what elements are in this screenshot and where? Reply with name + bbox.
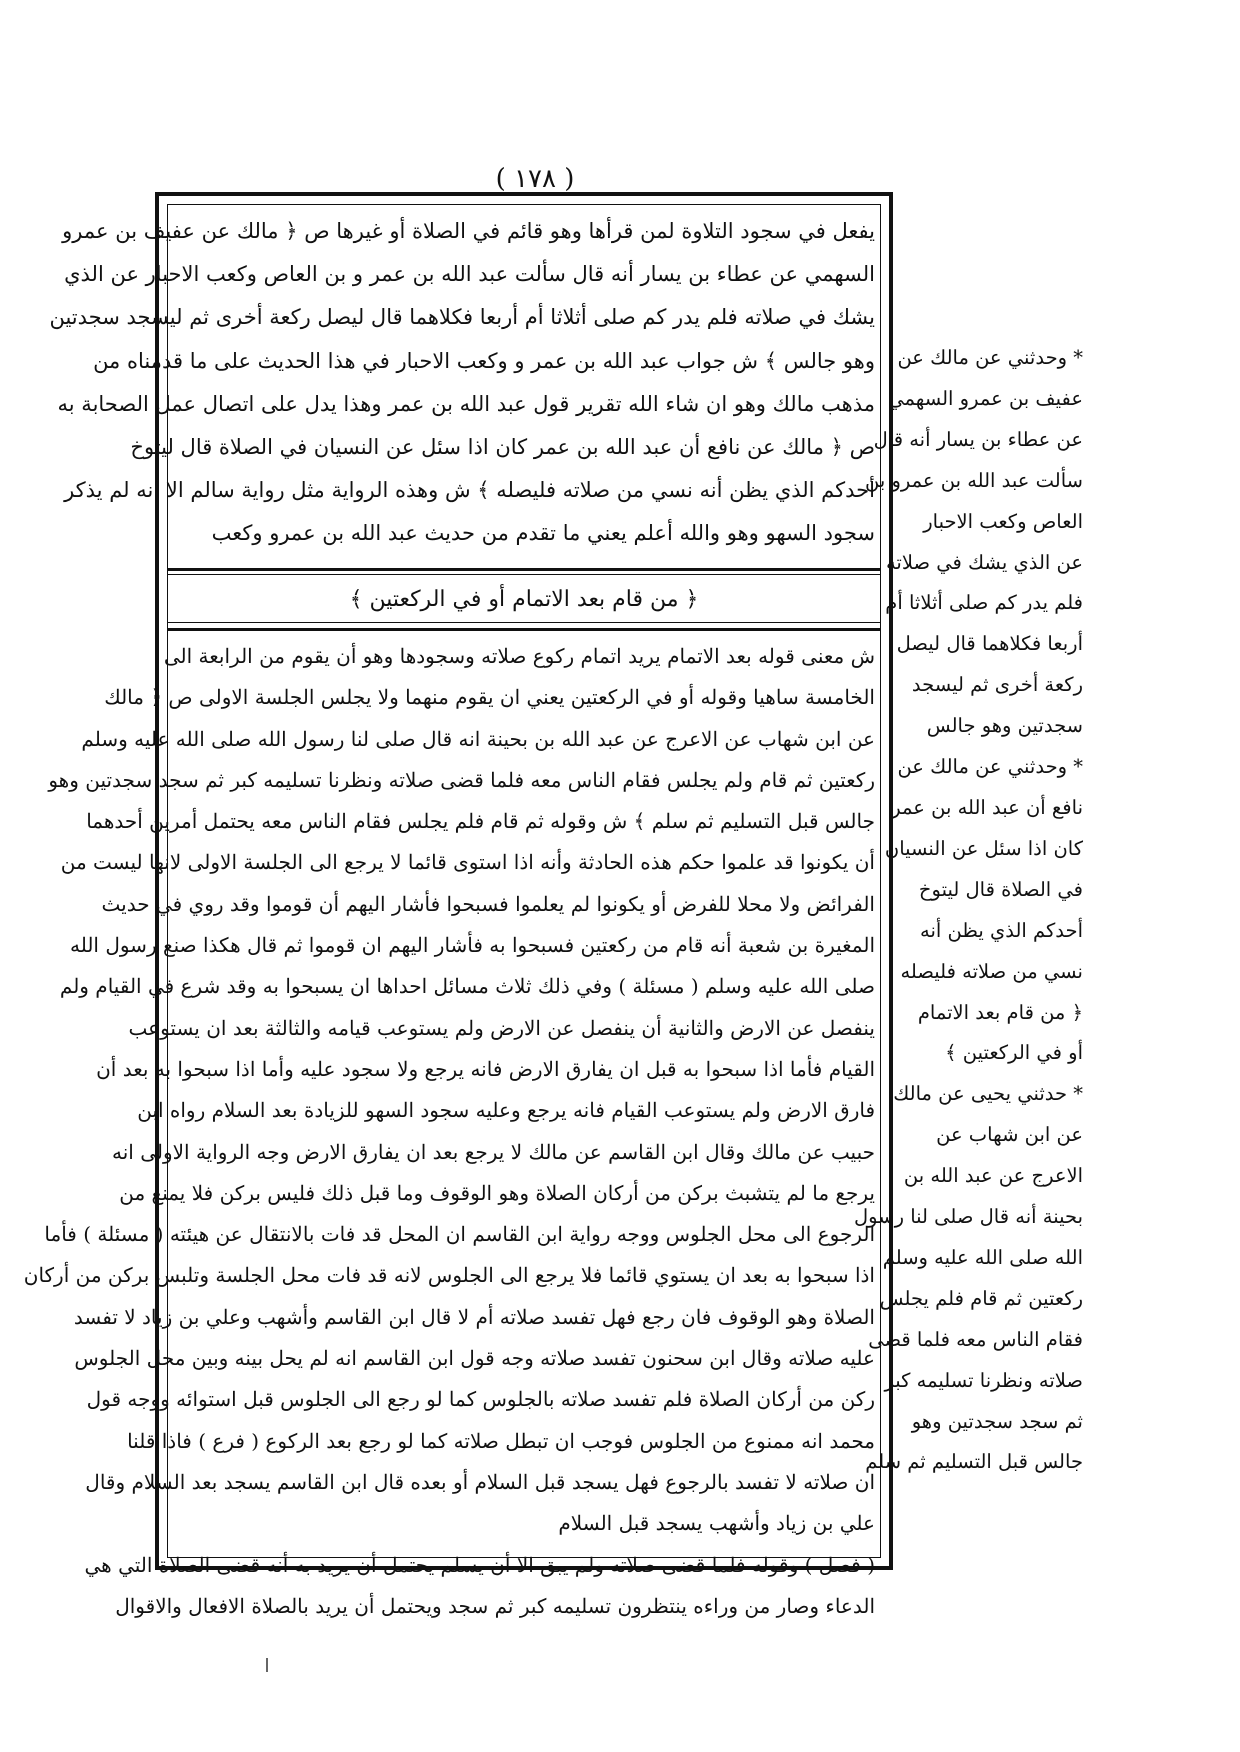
text-line: فارق الارض ولم يستوعب القيام فانه يرجع وعليه سجود السهو للزيادة بعد السلام رواه ابن: [137, 1098, 875, 1123]
text-line: المغيرة بن شعبة أنه قام من ركعتين فسبحوا به فأشار اليهم ان قوموا ثم قال هكذا صنع رسول الله: [69, 933, 875, 958]
margin-line: عن عطاء بن يسار أنه قال: [873, 427, 1083, 451]
text-line: يشك في صلاته فلم يدر كم صلى أثلاثا أم أربعا فكلاهما قال ليصل ركعة أخرى ثم ليسجد سجدتين: [49, 305, 875, 330]
text-line: محمد انه ممنوع من الجلوس فوجب ان تبطل صلاته كما لو رجع بعد الركوع ( فرع ) فاذا قلنا: [127, 1428, 875, 1453]
top-commentary-block: [49, 210, 875, 558]
divider-rule: [167, 574, 881, 575]
chapter-title: ﴿ من قام بعد الاتمام أو في الركعتين ﴾: [349, 587, 699, 612]
margin-line: العاص وكعب الاحبار: [923, 509, 1083, 533]
margin-line: جالس قبل التسليم ثم سلم: [865, 1450, 1083, 1474]
divider-rule: [167, 622, 881, 623]
divider-rule: [167, 628, 881, 631]
margin-line: أحدكم الذي يظن أنه: [920, 918, 1083, 942]
margin-line: صلاته ونظرنا تسليمه كبر: [884, 1368, 1083, 1392]
text-line: الفرائض ولا محلا للفرض أو يكونوا لم يعلموا فسبحوا فأشار اليهم أن قوموا وقد روي في حديث: [101, 891, 875, 916]
text-line: ينفصل عن الارض والثانية أن ينفصل عن الارض ولم يستوعب قيامه والثالثة بعد ان يستوعب: [128, 1015, 875, 1040]
main-text-frame: [23, 192, 893, 1618]
margin-line: فقام الناس معه فلما قضى: [868, 1327, 1083, 1351]
text-line: مذهب مالك وهو ان شاء الله تقرير قول عبد الله بن عمر وهذا يدل على اتصال عمل الصحابة به: [57, 391, 875, 416]
margin-line: عفيف بن عمرو السهمي: [888, 386, 1083, 410]
text-line: صلى الله عليه وسلم ( مسئلة ) وفي ذلك ثلاث مسائل احداها ان يسبحوا به وقد شرع في القيام ولم: [59, 974, 875, 999]
text-line: ركن من أركان الصلاة فلم تفسد صلاته بالجلوس كما لو رجع الى الجلوس قبل استوائه ووجه قول: [86, 1387, 875, 1412]
margin-line: فلم يدر كم صلى أثلاثا أم: [885, 591, 1083, 615]
margin-line: سألت عبد الله بن عمرو بن: [864, 468, 1083, 492]
margin-line: سجدتين وهو جالس: [926, 714, 1083, 738]
page-number: ( ١٧٨ ): [495, 164, 575, 194]
text-line: عن ابن شهاب عن الاعرج عن عبد الله بن بحينة انه قال صلى لنا رسول الله صلى الله عليه وسلم: [81, 726, 875, 751]
text-line: أحدكم الذي يظن أنه نسي من صلاته فليصله ﴾ ش وهذه الرواية مثل رواية سالم الا انه لم يذكر: [64, 478, 875, 503]
text-line: ش معنى قوله بعد الاتمام يريد اتمام ركوع صلاته وسجودها وهو أن يقوم من الرابعة الى: [163, 644, 875, 668]
margin-line: أربعا فكلاهما قال ليصل: [896, 632, 1083, 656]
text-line: السهمي عن عطاء بن يسار أنه قال سألت عبد الله بن عمر و بن العاص وكعب الاحبار عن الذي: [64, 262, 875, 287]
text-line: ركعتين ثم قام ولم يجلس فقام الناس معه فلما قضى صلاته ونظرنا تسليمه كبر ثم سجد سجدتين وهو: [48, 767, 875, 792]
text-line: الخامسة ساهيا وقوله أو في الركعتين يعني ان يقوم منهما ولا يجلس الجلسة الاولى ص ﴿ مالك: [104, 685, 875, 710]
margin-line: ركعة أخرى ثم ليسجد: [911, 673, 1083, 697]
text-line: عليه صلاته وقال ابن سحنون تفسد صلاته وجه قول ابن القاسم انه لم يحل بينه وبين محل الجلوس: [74, 1346, 875, 1371]
margin-line: بحينة أنه قال صلى لنا رسول: [854, 1205, 1083, 1229]
margin-hadith-column: [854, 338, 1083, 1483]
margin-line: الاعرج عن عبد الله بن: [903, 1164, 1083, 1188]
margin-line: ركعتين ثم قام فلم يجلس: [879, 1286, 1083, 1310]
margin-line: * حدثني يحيى عن مالك: [893, 1082, 1083, 1106]
text-line: يفعل في سجود التلاوة لمن قرأها وهو قائم في الصلاة أو غيرها ص ﴿ مالك عن عفيف بن عمرو: [62, 219, 875, 243]
margin-line: عن ابن شهاب عن: [936, 1123, 1083, 1147]
text-line: ان صلاته لا تفسد بالرجوع فهل يسجد قبل السلام أو بعده قال ابن القاسم يسجد بعد السلام وقال: [85, 1469, 875, 1494]
text-line: أن يكونوا قد علموا حكم هذه الحادثة وأنه اذا استوى قائما لا يرجع الى الجلسة الاولى لانها ليست من: [60, 850, 875, 875]
margin-line: في الصلاة قال ليتوخ: [918, 877, 1083, 901]
text-line: اذا سبحوا به بعد ان يستوي قائما فلا يرجع الى الجلوس لانه قد فات محل الجلسة وتلبس بركن من أركان: [23, 1263, 875, 1288]
text-line: القيام فأما اذا سبحوا به قبل ان يفارق الارض فانه يرجع ولا سجود عليه وأما اذا سبحوا به بعد أن: [96, 1056, 875, 1081]
margin-line: الله صلى الله عليه وسلم: [882, 1245, 1083, 1269]
margin-line: ﴿ من قام بعد الاتمام: [917, 1000, 1083, 1024]
divider-rule: [167, 568, 881, 571]
text-line: الرجوع الى محل الجلوس ووجه رواية ابن القاسم ان المحل قد فات بالانتقال عن هيئته ( مسئلة ) فأما: [44, 1222, 875, 1247]
text-line: وهو جالس ﴾ ش جواب عبد الله بن عمر و وكعب الاحبار في هذا الحديث على ما قدمناه من: [93, 348, 875, 373]
text-line: يرجع ما لم يتشبث بركن من أركان الصلاة وهو الوقوف وما قبل ذلك فليس بركن فلا يمنع من: [119, 1180, 875, 1205]
margin-line: نافع أن عبد الله بن عمر: [891, 795, 1083, 819]
text-line: علي بن زياد وأشهب يسجد قبل السلام: [558, 1511, 875, 1536]
margin-line: أو في الركعتين ﴾: [945, 1041, 1083, 1065]
text-line: حبيب عن مالك وقال ابن القاسم عن مالك لا يرجع بعد ان يفارق الارض وجه الرواية الاولى انه: [112, 1139, 875, 1164]
margin-line: كان اذا سئل عن النسيان: [884, 836, 1083, 860]
margin-line: * وحدثني عن مالك عن: [897, 755, 1083, 779]
margin-line: * وحدثني عن مالك عن: [897, 346, 1083, 369]
text-line: جالس قبل التسليم ثم سلم ﴾ ش وقوله ثم قام فلم يجلس فقام الناس معه يحتمل أمرين أحدهما: [86, 809, 875, 834]
margin-line: نسي من صلاته فليصله: [900, 959, 1083, 983]
text-line: ( فصل ) وقوله فلما قضى صلاته ولم يبق الا أن يسلم يحتمل أن يريد به أنه قضى الصلاة التي هي: [84, 1552, 875, 1577]
text-line: الصلاة وهو الوقوف فان رجع فهل تفسد صلاته أم لا قال ابن القاسم وأشهب وعلي بن زياد لا تفسد: [73, 1304, 875, 1329]
margin-line: ثم سجد سجدتين وهو: [911, 1409, 1083, 1433]
text-line: ص ﴿ مالك عن نافع أن عبد الله بن عمر كان اذا سئل عن النسيان في الصلاة قال ليتوخ: [130, 435, 875, 460]
main-commentary-block: [23, 636, 875, 1627]
text-line: سجود السهو وهو والله أعلم يعني ما تقدم من حديث عبد الله بن عمرو وكعب: [211, 521, 875, 546]
margin-line: عن الذي يشك في صلاته: [885, 550, 1083, 574]
text-line: الدعاء وصار من وراءه ينتظرون تسليمه كبر ثم سجد ويحتمل أن يريد بالصلاة الافعال والاقوال: [115, 1593, 875, 1618]
stray-ink-mark: [266, 1658, 268, 1672]
